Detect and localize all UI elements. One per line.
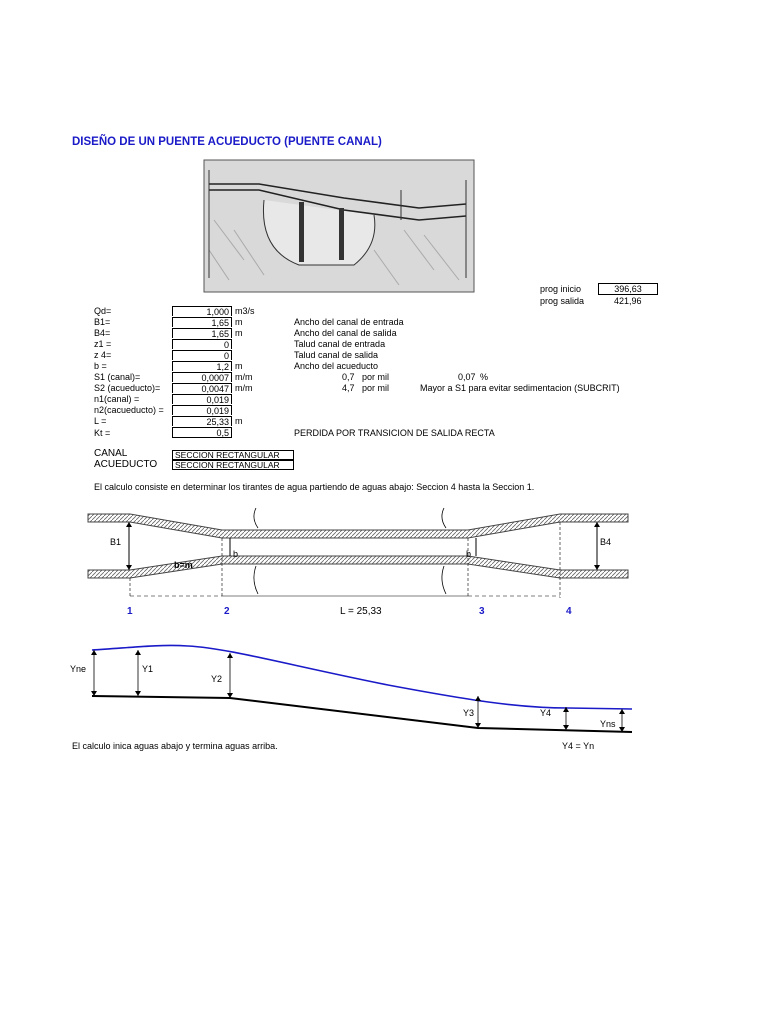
param-desc: Ancho del acueducto <box>294 361 379 371</box>
param-desc: Talud canal de salida <box>294 350 379 360</box>
b4-label: B4 <box>600 537 612 547</box>
param-value[interactable]: 1,000 <box>172 306 232 316</box>
s1-permil-unit: por mil <box>362 372 390 382</box>
calc-description: El calculo consiste en determinar los tirantes de agua partiendo de aguas abajo: Seccion 4 hasta la Seccion 1. <box>94 482 535 492</box>
param-label: Qd= <box>94 306 112 316</box>
param-value[interactable]: 0,5 <box>172 427 232 438</box>
y2-label: Y2 <box>211 674 223 684</box>
acueducto-section-value[interactable]: SECCION RECTANGULAR <box>172 460 294 470</box>
prog-inicio-value[interactable]: 396,63 <box>598 283 658 295</box>
param-label: z 4= <box>94 350 112 360</box>
section-4-label: 4 <box>566 606 572 617</box>
y1-label: Y1 <box>142 664 154 674</box>
y3-label: Y3 <box>463 708 475 718</box>
param-unit: m <box>235 328 243 338</box>
profile-diagram <box>88 640 636 740</box>
acueducto-label: ACUEDUCTO <box>94 459 158 470</box>
param-unit: m/m <box>235 372 253 382</box>
param-unit: m <box>235 317 243 327</box>
param-desc: Ancho del canal de entrada <box>294 317 404 327</box>
canal-label: CANAL <box>94 448 128 459</box>
param-value[interactable]: 0,019 <box>172 405 232 415</box>
param-unit: m3/s <box>235 306 255 316</box>
param-unit: m/m <box>235 383 253 393</box>
b1-label: B1 <box>110 537 122 547</box>
yns-label: Yns <box>600 719 616 729</box>
plan-view-diagram <box>88 508 628 608</box>
length-label: L = 25,33 <box>340 606 382 617</box>
param-label: b = <box>94 361 107 371</box>
param-unit: m <box>235 416 243 426</box>
section-2-label: 2 <box>224 606 230 617</box>
param-desc: Talud canal de entrada <box>294 339 386 349</box>
param-value[interactable]: 0,0047 <box>172 383 232 393</box>
param-value[interactable]: 1,65 <box>172 317 232 327</box>
param-label: Kt = <box>94 428 111 438</box>
param-label: S1 (canal)= <box>94 372 141 382</box>
section-3-label: 3 <box>479 606 485 617</box>
s2-permil: 4,7 <box>342 383 355 393</box>
section-1-label: 1 <box>127 606 133 617</box>
param-value[interactable]: 25,33 <box>172 416 232 426</box>
bottom-note: El calculo inica aguas abajo y termina aguas arriba. <box>72 741 278 751</box>
param-label: n1(canal) = <box>94 394 140 404</box>
aqueduct-sketch-image <box>204 160 474 292</box>
s1-permil: 0,7 <box>342 372 355 382</box>
s1-percent: 0,07 <box>458 372 476 382</box>
canal-section-value[interactable]: SECCION RECTANGULAR <box>172 450 294 460</box>
param-value[interactable]: 0 <box>172 350 232 360</box>
param-desc: PERDIDA POR TRANSICION DE SALIDA RECTA <box>294 428 495 438</box>
yne-label: Yne <box>70 664 87 674</box>
param-value[interactable]: 0,0007 <box>172 372 232 382</box>
s2-note: Mayor a S1 para evitar sedimentacion (SUBCRIT) <box>420 383 620 393</box>
param-label: L = <box>94 416 107 426</box>
s1-percent-unit: % <box>480 372 489 382</box>
y4-label: Y4 <box>540 708 552 718</box>
param-label: z1 = <box>94 339 112 349</box>
b-left-label: b <box>233 549 239 559</box>
param-value[interactable]: 0 <box>172 339 232 349</box>
b-eq-label: b=m <box>174 560 193 570</box>
param-value[interactable]: 1,65 <box>172 328 232 338</box>
page-title: DISEÑO DE UN PUENTE ACUEDUCTO (PUENTE CANAL) <box>72 136 382 148</box>
prog-salida-value: 421,96 <box>614 296 642 306</box>
param-label: S2 (acueducto)= <box>94 383 161 393</box>
b-right-label: b <box>466 549 472 559</box>
param-label: B1= <box>94 317 111 327</box>
y4-equation: Y4 = Yn <box>562 741 595 751</box>
s2-permil-unit: por mil <box>362 383 390 393</box>
param-label: B4= <box>94 328 111 338</box>
prog-salida-label: prog salida <box>540 296 585 306</box>
prog-inicio-label: prog inicio <box>540 284 582 294</box>
param-unit: m <box>235 361 243 371</box>
param-label: n2(cacueducto) = <box>94 405 164 415</box>
param-value[interactable]: 1,2 <box>172 361 232 371</box>
param-value[interactable]: 0,019 <box>172 394 232 404</box>
param-desc: Ancho del canal de salida <box>294 328 397 338</box>
